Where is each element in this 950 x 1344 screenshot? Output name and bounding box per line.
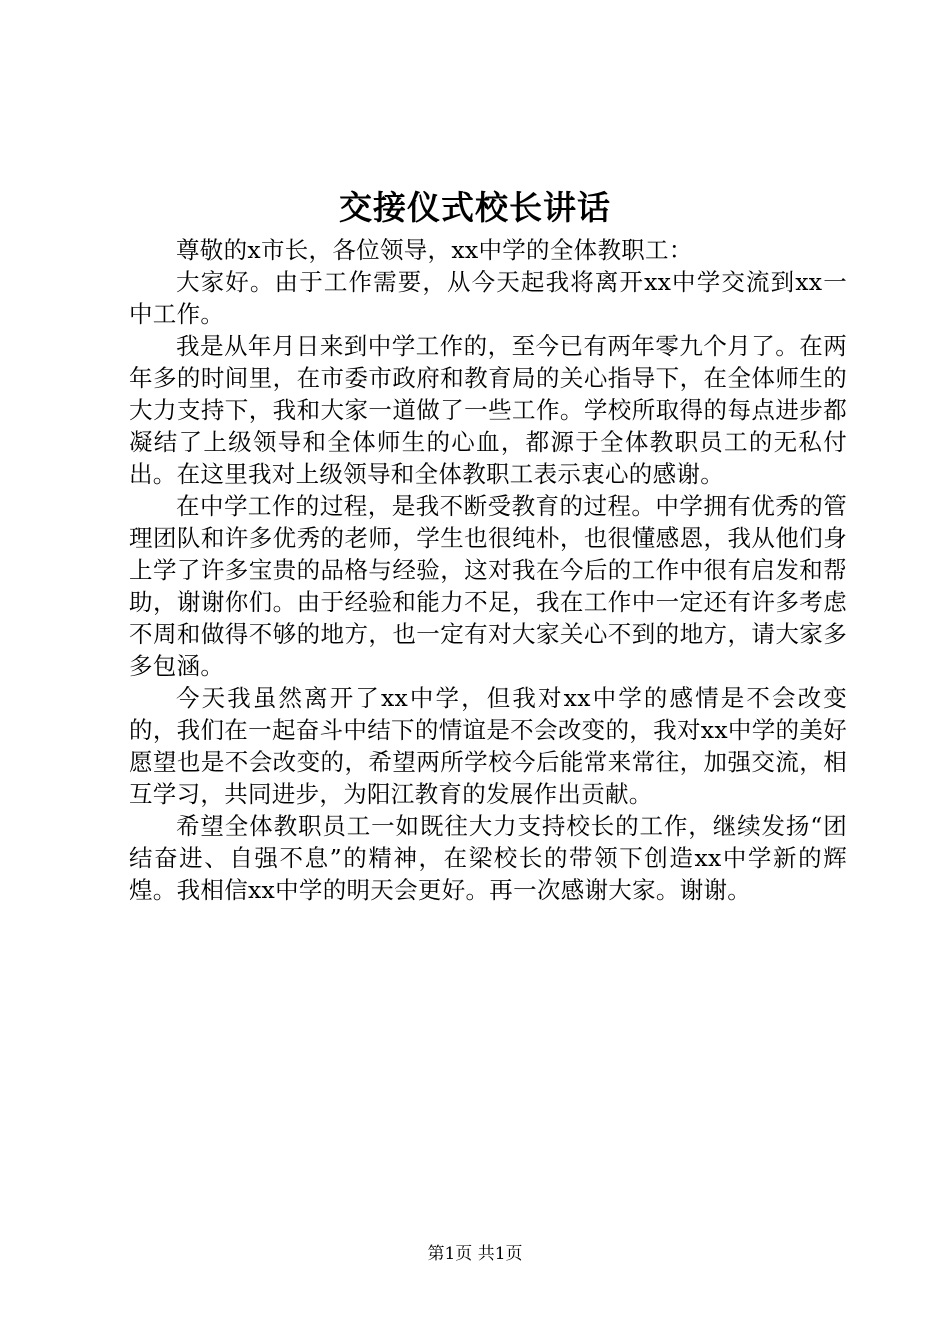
paragraph-tenure: 我是从年月日来到中学工作的，至今已有两年零九个月了。在两年多的时间里，在市委市政府和教育局的关心指导下，在全体师生的大力支持下，我和大家一道做了一些工作。学校所取得的每点进步都凝结了上级领导和全体师生的心血，都源于全体教职员工的无私付出。在这里我对上级领导和全体教职工表示衷心的感谢。 xyxy=(129,332,847,488)
paragraph-salutation: 尊敬的x市长，各位领导，xx中学的全体教职工： xyxy=(176,236,693,264)
paragraph-closing: 希望全体教职员工一如既往大力支持校长的工作，继续发扬“团结奋进、自强不息”的精神，在梁校长的带领下创造xx中学新的辉煌。我相信xx中学的明天会更好。再一次感谢大家。谢谢。 xyxy=(129,812,847,904)
paragraph-farewell: 今天我虽然离开了xx中学，但我对xx中学的感情是不会改变的，我们在一起奋斗中结下的情谊是不会改变的，我对xx中学的美好愿望也是不会改变的，希望两所学校今后能常来常往，加强交流，相互学习，共同进步，为阳江教育的发展作出贡献。 xyxy=(129,684,847,808)
document-title: 交接仪式校长讲话 xyxy=(339,188,611,227)
paragraph-experience: 在中学工作的过程，是我不断受教育的过程。中学拥有优秀的管理团队和许多优秀的老师，学生也很纯朴，也很懂感恩，我从他们身上学了许多宝贵的品格与经验，这对我在今后的工作中很有启发和帮助，谢谢你们。由于经验和能力不足，我在工作中一定还有许多考虑不周和做得不够的地方，也一定有对大家关心不到的地方，请大家多多包涵。 xyxy=(129,492,847,680)
document-body xyxy=(129,234,847,906)
page-footer: 第1页 共1页 xyxy=(427,1244,523,1264)
paragraph-greeting: 大家好。由于工作需要，从今天起我将离开xx中学交流到xx一中工作。 xyxy=(129,268,847,328)
